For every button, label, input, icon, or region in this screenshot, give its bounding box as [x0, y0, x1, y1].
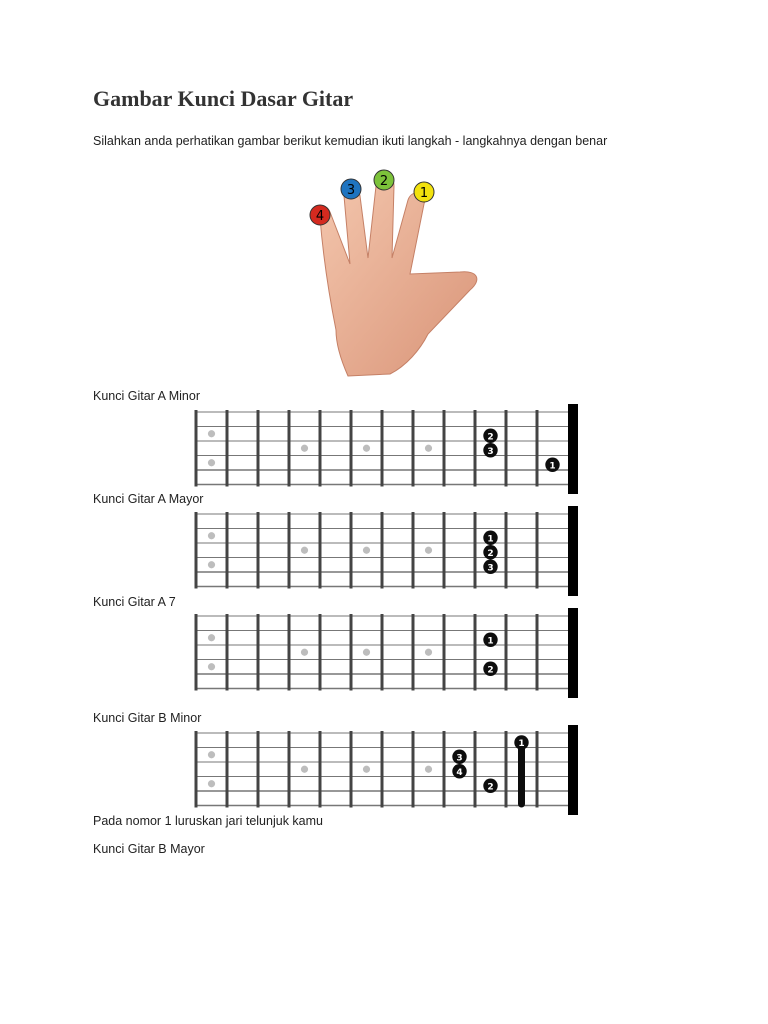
fret-inlay-dot: [208, 663, 215, 670]
fret-inlay-dot: [208, 459, 215, 466]
chord-label-a-minor: Kunci Gitar A Minor: [93, 389, 200, 403]
fret-wire: [536, 731, 539, 808]
fret-wire: [381, 410, 384, 487]
fret-wire: [195, 410, 198, 487]
fret-wire: [381, 614, 384, 691]
fret-wire: [257, 512, 260, 589]
fret-inlay-dot: [425, 766, 432, 773]
fret-inlay-dot: [208, 532, 215, 539]
fret-inlay-dot: [301, 649, 308, 656]
fret-wire: [536, 410, 539, 487]
fret-wire: [288, 410, 291, 487]
fret-wire: [505, 410, 508, 487]
fret-inlay-dot: [301, 547, 308, 554]
fret-wire: [319, 512, 322, 589]
fret-wire: [474, 512, 477, 589]
finger-3-label: 3: [346, 183, 356, 198]
finger-2-label: 2: [379, 174, 389, 189]
finger-dot-number: 3: [456, 753, 463, 764]
fret-wire: [195, 512, 198, 589]
fret-wire: [226, 512, 229, 589]
finger-dot-number: 1: [487, 534, 494, 545]
fret-inlay-dot: [425, 445, 432, 452]
fretboard-a-minor: [194, 404, 582, 494]
fret-wire: [226, 731, 229, 808]
fret-wire: [412, 731, 415, 808]
fret-wire: [319, 731, 322, 808]
fret-inlay-dot: [301, 766, 308, 773]
fret-inlay-dot: [363, 766, 370, 773]
guitar-nut: [568, 725, 578, 815]
hand-finger-diagram: [300, 166, 490, 380]
chord-label-a7: Kunci Gitar A 7: [93, 595, 176, 609]
fret-inlay-dot: [208, 561, 215, 568]
fret-wire: [288, 614, 291, 691]
finger-dot-number: 2: [487, 548, 494, 559]
intro-paragraph: Silahkan anda perhatikan gambar berikut kemudian ikuti langkah - langkahnya dengan benar: [93, 134, 608, 148]
fret-wire: [257, 614, 260, 691]
fretboard-b-minor: [194, 725, 582, 815]
fret-wire: [226, 614, 229, 691]
fret-wire: [474, 410, 477, 487]
fret-inlay-dot: [363, 547, 370, 554]
fret-inlay-dot: [363, 445, 370, 452]
page-title: Gambar Kunci Dasar Gitar: [93, 86, 354, 111]
fret-wire: [536, 614, 539, 691]
finger-dot-number: 2: [487, 665, 494, 676]
fretboard-a7: [194, 608, 582, 698]
fret-wire: [474, 731, 477, 808]
finger-dot-number: 3: [487, 563, 494, 574]
fret-wire: [350, 512, 353, 589]
finger-dot-number: 2: [487, 782, 494, 793]
finger-dot-number: 2: [487, 432, 494, 443]
fret-wire: [257, 731, 260, 808]
fret-wire: [505, 614, 508, 691]
fret-inlay-dot: [208, 780, 215, 787]
b-minor-note: Pada nomor 1 luruskan jari telunjuk kamu: [93, 814, 323, 828]
fret-wire: [443, 512, 446, 589]
finger-4-label: 4: [315, 209, 325, 224]
fret-wire: [505, 512, 508, 589]
fret-wire: [443, 731, 446, 808]
fret-wire: [381, 731, 384, 808]
fret-wire: [412, 614, 415, 691]
chord-label-a-mayor: Kunci Gitar A Mayor: [93, 492, 204, 506]
finger-dot-number: 1: [487, 636, 494, 647]
fret-wire: [226, 410, 229, 487]
fret-inlay-dot: [208, 751, 215, 758]
fret-wire: [443, 410, 446, 487]
fret-wire: [195, 731, 198, 808]
fretboard-a-mayor: [194, 506, 582, 596]
finger-1-label: 1: [419, 186, 429, 201]
fret-inlay-dot: [363, 649, 370, 656]
fret-wire: [443, 614, 446, 691]
finger-dot-number: 1: [549, 461, 556, 472]
guitar-nut: [568, 404, 578, 494]
fret-inlay-dot: [425, 547, 432, 554]
finger-dot-number: 1: [518, 739, 525, 749]
fret-inlay-dot: [425, 649, 432, 656]
finger-dot-number: 4: [456, 767, 463, 778]
fret-wire: [195, 614, 198, 691]
guitar-nut: [568, 608, 578, 698]
fret-wire: [536, 512, 539, 589]
fret-wire: [319, 410, 322, 487]
guitar-nut: [568, 506, 578, 596]
fret-wire: [350, 410, 353, 487]
fret-inlay-dot: [208, 634, 215, 641]
chord-label-b-minor: Kunci Gitar B Minor: [93, 711, 202, 725]
fret-wire: [412, 410, 415, 487]
fret-wire: [288, 512, 291, 589]
next-heading: Kunci Gitar B Mayor: [93, 842, 205, 856]
fret-wire: [381, 512, 384, 589]
fret-wire: [257, 410, 260, 487]
fret-wire: [350, 614, 353, 691]
fret-wire: [505, 731, 508, 808]
fret-wire: [288, 731, 291, 808]
fret-wire: [319, 614, 322, 691]
fret-wire: [412, 512, 415, 589]
fret-inlay-dot: [208, 430, 215, 437]
fret-wire: [350, 731, 353, 808]
finger-dot-number: 3: [487, 446, 494, 457]
hand-shape: [315, 176, 477, 377]
fret-wire: [474, 614, 477, 691]
fret-inlay-dot: [301, 445, 308, 452]
barre-finger-bar: [518, 740, 525, 808]
